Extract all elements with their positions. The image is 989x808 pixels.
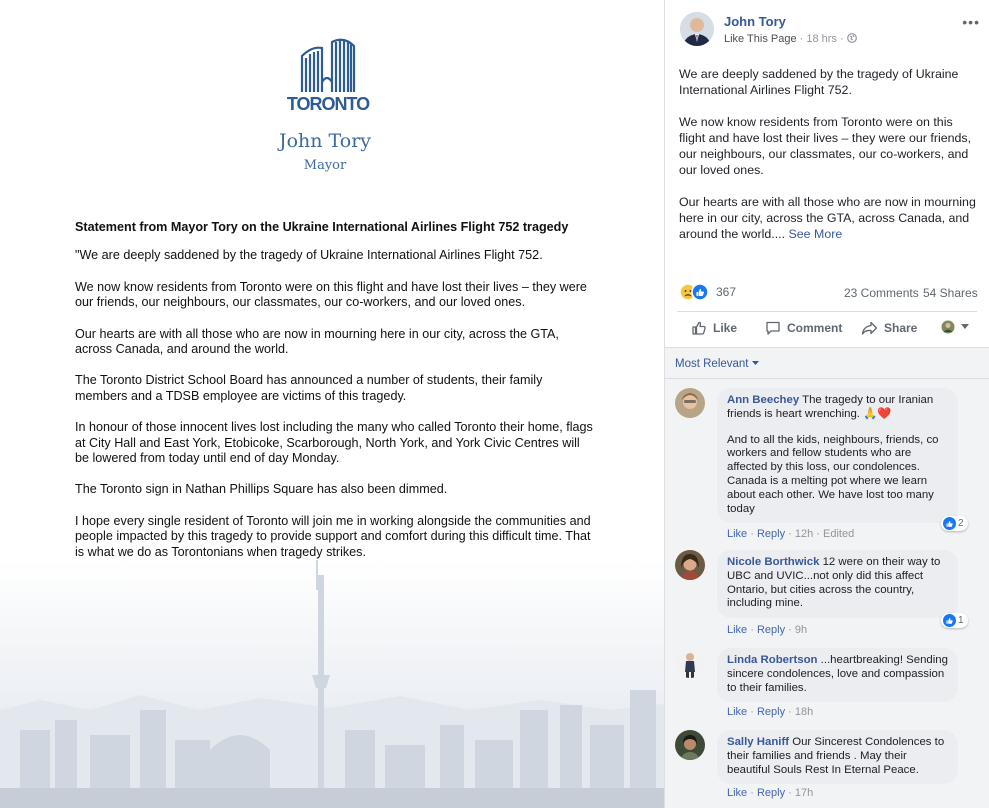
avatar-portrait-icon bbox=[675, 388, 705, 418]
statement-paragraph: In honour of those innocent lives lost including the many who called Toronto their home, flags at City Hall and East York, Etobicoke, Scarborough, North York, and York Civic Centres will be lowered from today until end of day Monday. bbox=[75, 420, 593, 466]
post-header bbox=[680, 12, 980, 52]
share-button[interactable] bbox=[861, 320, 917, 336]
comment-like-link[interactable]: Like bbox=[727, 787, 748, 799]
statement-paragraph: We now know residents from Toronto were on this flight and have lost their lives – they were our friends, our neighbours, our classmates, our co-workers, and our loved ones. bbox=[75, 279, 587, 310]
statement-paragraph: The Toronto sign in Nathan Phillips Square has also been dimmed. bbox=[75, 482, 448, 497]
comment-reaction-count: 2 bbox=[958, 518, 964, 529]
mayor-name: John Tory bbox=[278, 130, 372, 152]
comment-text: Our Sincerest Condolences to their families and friends . May their beautiful Souls Rest In Eternal Peace. bbox=[727, 736, 945, 776]
comment-bubble-icon bbox=[765, 320, 781, 336]
chevron-down-icon bbox=[961, 324, 969, 330]
page-avatar-icon bbox=[941, 320, 955, 334]
comment-reply-link[interactable]: Reply bbox=[756, 706, 786, 718]
comment-like-link[interactable]: Like bbox=[727, 624, 748, 636]
statement-paragraph: "We are deeply saddened by the tragedy of Ukraine International Airlines Flight 752. bbox=[75, 248, 543, 263]
comment-reactions[interactable] bbox=[941, 516, 968, 531]
comment-text: And to all the kids, neighbours, friends, co workers and fellow students who are affected by this loss, our condolences. Canada is a melting pot where we learn about each other. We have lost too many today bbox=[727, 433, 939, 515]
statement-paragraph: The Toronto District School Board has announced a number of students, their family members and a TDSB employee are victims of this tragedy. bbox=[75, 373, 543, 403]
comment-actions: Like · Reply · 12h · Edited bbox=[727, 528, 855, 540]
shares-count-link[interactable]: 54 Shares bbox=[923, 286, 978, 300]
commenter-name-link[interactable]: Sally Haniff bbox=[727, 736, 790, 748]
comment-reactions[interactable] bbox=[941, 613, 968, 628]
comment-label: Comment bbox=[787, 321, 843, 335]
more-options-icon[interactable]: ••• bbox=[962, 14, 980, 30]
comments-section bbox=[665, 348, 989, 808]
comment-bubble bbox=[717, 730, 958, 784]
post-timestamp[interactable]: 18 hrs bbox=[806, 33, 837, 45]
sort-label: Most Relevant bbox=[675, 358, 749, 370]
like-reaction-icon bbox=[943, 517, 956, 530]
commenter-avatar[interactable] bbox=[675, 730, 705, 760]
comment-button[interactable] bbox=[765, 320, 842, 336]
toronto-wordmark: TORONTO bbox=[286, 94, 370, 114]
comment-timestamp[interactable]: 17h bbox=[794, 787, 814, 799]
post-actions bbox=[679, 318, 979, 342]
globe-icon bbox=[847, 33, 857, 43]
divider bbox=[677, 311, 977, 312]
post-paragraph bbox=[679, 194, 979, 242]
post-panel bbox=[664, 0, 989, 808]
comment-text: The tragedy to our Iranian friends is heart wrenching. 🙏❤️ bbox=[727, 394, 934, 420]
comment-timestamp[interactable]: 18h bbox=[794, 706, 814, 718]
comment-like-link[interactable]: Like bbox=[727, 528, 748, 540]
commenter-avatar[interactable] bbox=[675, 648, 705, 678]
toronto-skyline-watermark bbox=[0, 560, 664, 808]
commenter-name-link[interactable]: Linda Robertson bbox=[727, 654, 818, 666]
comment-text: ...heartbreaking! Sending sincere condolences, love and compassion to their families. bbox=[727, 654, 948, 694]
comment-like-link[interactable]: Like bbox=[727, 706, 748, 718]
reaction-count[interactable]: 367 bbox=[716, 285, 737, 299]
post-paragraph: We now know residents from Toronto were on this flight and have lost their lives – they were our friends, our neighbours, our classmates, our co-workers, and our loved ones. bbox=[679, 115, 972, 177]
commenter-avatar[interactable] bbox=[675, 550, 705, 580]
statement-paragraph: Our hearts are with all those who are now in mourning here in our city, across the GTA, across Canada, and around the world. bbox=[75, 326, 559, 357]
comment-reply-link[interactable]: Reply bbox=[756, 787, 786, 799]
comment-bubble bbox=[717, 550, 958, 618]
commenter-name-link[interactable]: Ann Beechey bbox=[727, 394, 800, 406]
share-arrow-icon bbox=[861, 320, 878, 336]
post-meta bbox=[724, 33, 857, 45]
avatar-portrait-icon bbox=[675, 730, 705, 760]
share-label: Share bbox=[884, 321, 918, 335]
see-more-link[interactable]: See More bbox=[788, 227, 843, 241]
comment-timestamp[interactable]: 12h bbox=[794, 528, 814, 540]
meta-separator: · bbox=[836, 33, 847, 45]
avatar-portrait-icon bbox=[680, 12, 714, 46]
comment-edited-label[interactable]: Edited bbox=[823, 528, 855, 540]
statement-heading: Statement from Mayor Tory on the Ukraine International Airlines Flight 752 tragedy bbox=[75, 220, 569, 234]
divider bbox=[665, 378, 989, 379]
like-thumb-icon bbox=[691, 320, 707, 336]
post-paragraph-text: Our hearts are with all those who are now in mourning here in our city, across the GTA, across Canada, and around the world.... bbox=[679, 195, 976, 241]
like-label: Like bbox=[713, 321, 738, 335]
like-reaction-icon bbox=[943, 614, 956, 627]
statement-paragraph: I hope every single resident of Toronto will join me in working alongside the communities and people impacted by this tragedy to provide support and comfort during this difficult time. That is what we do as Torontonians when tragedy strikes. bbox=[75, 513, 591, 559]
post-body bbox=[679, 66, 979, 258]
like-button[interactable] bbox=[691, 320, 737, 336]
comment-reply-link[interactable]: Reply bbox=[756, 624, 786, 636]
comment-bubble bbox=[717, 388, 958, 523]
like-page-link[interactable]: Like This Page bbox=[724, 33, 797, 45]
comment-text: 12 were on their way to UBC and UVIC...not only did this affect Ontario, but cities across the country, including mine. bbox=[727, 556, 941, 610]
post-as-selector[interactable] bbox=[941, 320, 969, 334]
commenter-avatar[interactable] bbox=[675, 388, 705, 418]
comment-actions: Like · Reply · 9h bbox=[727, 624, 808, 636]
avatar-portrait-icon bbox=[675, 648, 705, 678]
avatar-portrait-icon bbox=[675, 550, 705, 580]
commenter-name-link[interactable]: Nicole Borthwick bbox=[727, 556, 820, 568]
author-name-link[interactable]: John Tory bbox=[724, 14, 786, 29]
mayor-title: Mayor bbox=[303, 158, 347, 173]
reaction-icons[interactable] bbox=[679, 282, 715, 302]
meta-separator: · bbox=[796, 33, 807, 45]
author-avatar[interactable] bbox=[680, 12, 714, 46]
chevron-down-icon bbox=[752, 361, 759, 366]
post-paragraph: We are deeply saddened by the tragedy of Ukraine International Airlines Flight 752. bbox=[679, 67, 959, 97]
comment-timestamp[interactable]: 9h bbox=[794, 624, 808, 636]
comment-actions: Like · Reply · 18h bbox=[727, 706, 814, 718]
comment-actions: Like · Reply · 17h bbox=[727, 787, 814, 799]
comment-reply-link[interactable]: Reply bbox=[756, 528, 786, 540]
comments-count-link[interactable]: 23 Comments bbox=[844, 286, 919, 300]
comment-reaction-count: 1 bbox=[958, 615, 964, 626]
reactions-bar bbox=[679, 282, 979, 302]
comment-sort-dropdown[interactable] bbox=[675, 358, 759, 370]
comment-bubble bbox=[717, 648, 958, 702]
